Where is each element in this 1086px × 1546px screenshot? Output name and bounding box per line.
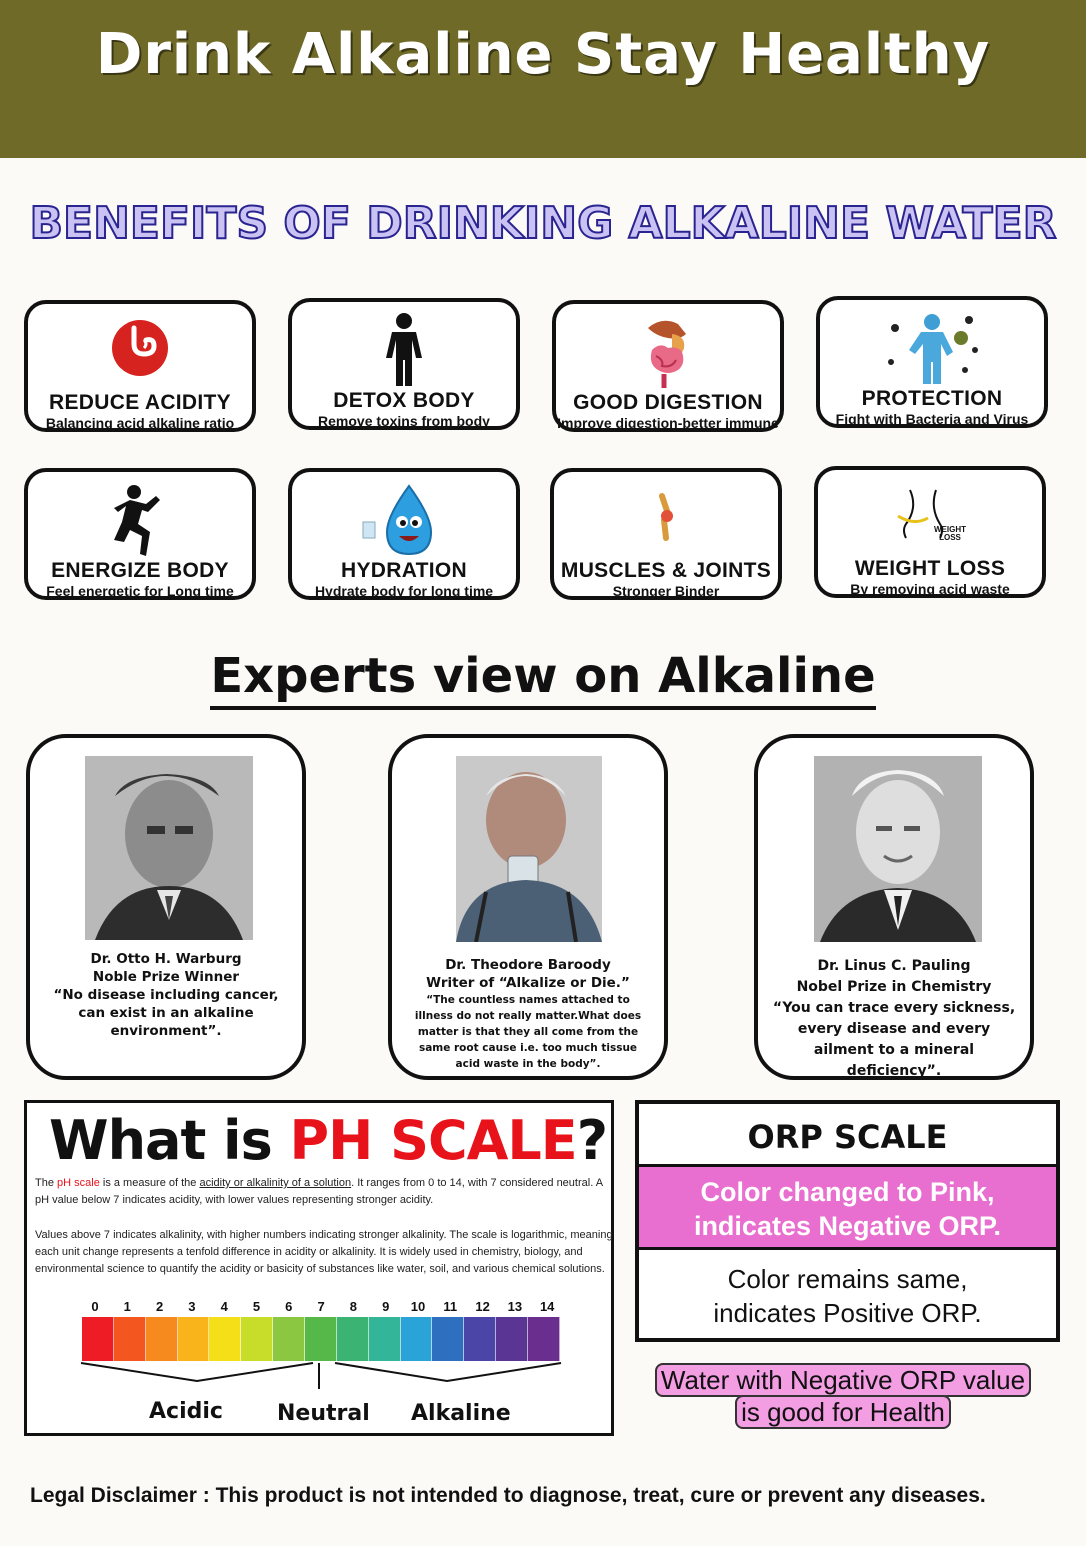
water-drop-icon xyxy=(292,482,516,558)
ph-text: The xyxy=(35,1177,58,1189)
header-banner xyxy=(0,0,1086,158)
benefit-title: WEIGHT LOSS xyxy=(854,557,1006,580)
ph-scale-number: 8 xyxy=(349,1299,357,1314)
orp-positive-line-2: indicates Positive ORP. xyxy=(713,1298,982,1328)
benefit-subtitle: Feel energetic for Long time xyxy=(46,583,234,599)
benefit-card-good-digestion xyxy=(552,300,784,432)
benefit-card-protection xyxy=(816,296,1048,428)
benefit-subtitle: Stronger Binder xyxy=(612,583,720,599)
ph-scale-number: 2 xyxy=(155,1299,164,1314)
orp-positive-line-1: Color remains same, xyxy=(727,1264,968,1294)
ph-title-highlight: PH SCALE xyxy=(289,1109,577,1172)
ph-title-suffix: ? xyxy=(576,1109,608,1172)
ph-scale-block xyxy=(178,1317,210,1361)
orp-positive-row xyxy=(639,1262,1056,1330)
orp-note xyxy=(632,1364,1054,1436)
benefit-subtitle: Hydrate body for long time xyxy=(314,583,494,599)
ph-scale-block xyxy=(114,1317,146,1361)
ph-scale-number: 10 xyxy=(410,1299,426,1314)
orp-note-line-2: is good for Health xyxy=(735,1395,951,1429)
expert-card-pauling xyxy=(754,734,1034,1080)
expert-name: Dr. Otto H. Warburg xyxy=(90,951,242,967)
benefit-subtitle: By removing acid waste xyxy=(850,581,1010,597)
ph-color-scale xyxy=(82,1317,560,1361)
ph-paragraph-2: Values above 7 indicates alkalinity, with higher numbers indicating stronger alkalinity. The scale is logarithmic, meaning each unit change represents a tenfold difference in acidity or alkalinity. It is widely used in chemistry, biology, and environmental science to quantify the acidity or basicity of substances like water, soil, and various chemical solutions. xyxy=(35,1229,613,1275)
benefit-card-hydration xyxy=(288,468,520,600)
ph-scale-brackets xyxy=(77,1361,577,1401)
expert-role: Noble Prize Winner xyxy=(92,969,240,985)
ph-scale-block xyxy=(464,1317,496,1361)
expert-portrait xyxy=(85,756,253,940)
ph-scale-number: 1 xyxy=(123,1299,131,1314)
benefit-title: ENERGIZE BODY xyxy=(51,559,229,582)
ph-scale-block xyxy=(241,1317,273,1361)
ph-scale-block xyxy=(146,1317,178,1361)
ph-scale-number: 14 xyxy=(539,1299,555,1314)
expert-portrait xyxy=(814,756,982,942)
ph-paragraph-1 xyxy=(35,1175,613,1209)
waist-icon xyxy=(818,480,1042,556)
ph-title xyxy=(49,1109,607,1172)
expert-quote: “The countless names attached to illness do not really matter.What does matter is that they all come from the same root cause i.e. too much tissue acid waste in the body”. xyxy=(414,994,642,1070)
benefit-title: HYDRATION xyxy=(341,559,467,582)
expert-text xyxy=(402,956,654,1072)
ph-scale-number: 9 xyxy=(382,1299,390,1314)
benefit-card-detox-body xyxy=(288,298,520,430)
expert-text xyxy=(768,956,1020,1082)
ph-label-alkaline: Alkaline xyxy=(411,1401,511,1426)
ph-scale-number: 6 xyxy=(285,1299,293,1314)
ph-keyword: pH scale xyxy=(57,1177,100,1189)
orp-negative-line-2: indicates Negative ORP. xyxy=(693,1211,1002,1241)
expert-portrait xyxy=(456,756,602,942)
benefit-subtitle: Remove toxins from body xyxy=(318,413,490,429)
ph-scale-number: 13 xyxy=(507,1299,523,1314)
ph-label-neutral: Neutral xyxy=(277,1401,370,1426)
ph-underlined-text: acidity or alkalinity of a solution xyxy=(199,1177,352,1189)
benefit-title: REDUCE ACIDITY xyxy=(49,391,231,414)
ph-scale-block xyxy=(432,1317,464,1361)
ph-scale-block xyxy=(337,1317,369,1361)
benefit-subtitle: Improve digestion-better immune xyxy=(557,415,779,431)
knee-joint-icon xyxy=(554,482,778,558)
waist-icon-label: WEIGHT LOSS xyxy=(934,525,966,542)
ph-scale-number: 3 xyxy=(188,1299,196,1314)
benefit-card-reduce-acidity xyxy=(24,300,256,432)
ph-text: . It ranges from 0 to 14, with 7 considered neutral. A pH value below 7 indicates acidity, with lower values representing stronger acidity. xyxy=(35,1177,603,1206)
benefits-title: BENEFITS OF DRINKING ALKALINE WATER xyxy=(29,198,1057,249)
expert-role: Nobel Prize in Chemistry xyxy=(796,979,992,995)
benefit-card-muscles-joints xyxy=(550,468,782,600)
expert-text xyxy=(40,950,292,1040)
orp-title: ORP SCALE xyxy=(747,1118,948,1156)
ph-title-prefix: What is xyxy=(49,1109,290,1172)
ph-scale-block xyxy=(496,1317,528,1361)
benefit-title: DETOX BODY xyxy=(333,389,475,412)
ph-scale-block xyxy=(305,1317,337,1361)
ph-scale-number: 4 xyxy=(220,1299,228,1314)
expert-card-baroody xyxy=(388,734,668,1080)
stomach-icon xyxy=(28,314,252,390)
orp-negative-row xyxy=(639,1164,1056,1250)
benefit-subtitle: Fight with Bacteria and Virus xyxy=(835,411,1029,427)
ph-scale-block xyxy=(369,1317,401,1361)
benefit-card-energize-body xyxy=(24,468,256,600)
ph-scale-block xyxy=(209,1317,241,1361)
expert-role: Writer of “Alkalize or Die.” xyxy=(426,975,630,991)
ph-scale-number: 7 xyxy=(317,1299,325,1314)
person-silhouette-icon xyxy=(292,312,516,388)
ph-label-acidic: Acidic xyxy=(149,1399,223,1424)
ph-scale-panel xyxy=(24,1100,614,1436)
ph-scale-numbers xyxy=(83,1299,583,1317)
experts-title xyxy=(0,648,1086,704)
ph-scale-number: 12 xyxy=(475,1299,490,1314)
orp-negative-line-1: Color changed to Pink, xyxy=(700,1177,995,1207)
expert-quote: “You can trace every sickness, every disease and every ailment to a mineral deficiency”. xyxy=(772,1000,1016,1079)
benefit-card-weight-loss xyxy=(814,466,1046,598)
expert-card-warburg xyxy=(26,734,306,1080)
ph-scale-number: 0 xyxy=(91,1299,99,1314)
ph-scale-number: 11 xyxy=(443,1299,458,1314)
ph-scale-block xyxy=(528,1317,560,1361)
orp-note-line-1: Water with Negative ORP value xyxy=(655,1363,1031,1397)
shield-body-icon xyxy=(820,310,1044,386)
page-title: Drink Alkaline Stay Healthy xyxy=(95,22,991,87)
runner-icon xyxy=(28,482,252,558)
ph-scale-block xyxy=(401,1317,433,1361)
benefit-subtitle: Balancing acid alkaline ratio xyxy=(45,415,235,431)
digestive-system-icon xyxy=(556,314,780,390)
experts-title-text: Experts view on Alkaline xyxy=(210,648,875,710)
benefit-title: GOOD DIGESTION xyxy=(573,391,763,414)
ph-text: is a measure of the xyxy=(99,1177,200,1189)
expert-name: Dr. Linus C. Pauling xyxy=(817,958,971,974)
ph-scale-number: 5 xyxy=(252,1299,261,1314)
ph-scale-block xyxy=(273,1317,305,1361)
benefit-title: MUSCLES & JOINTS xyxy=(560,559,772,582)
benefit-title: PROTECTION xyxy=(861,387,1003,410)
expert-quote: “No disease including cancer, can exist in an alkaline environment”. xyxy=(53,987,279,1039)
legal-disclaimer: Legal Disclaimer : This product is not intended to diagnose, treat, cure or prevent any diseases. xyxy=(30,1484,986,1507)
expert-name: Dr. Theodore Baroody xyxy=(445,957,611,973)
ph-scale-block xyxy=(82,1317,114,1361)
orp-scale-panel xyxy=(635,1100,1060,1342)
